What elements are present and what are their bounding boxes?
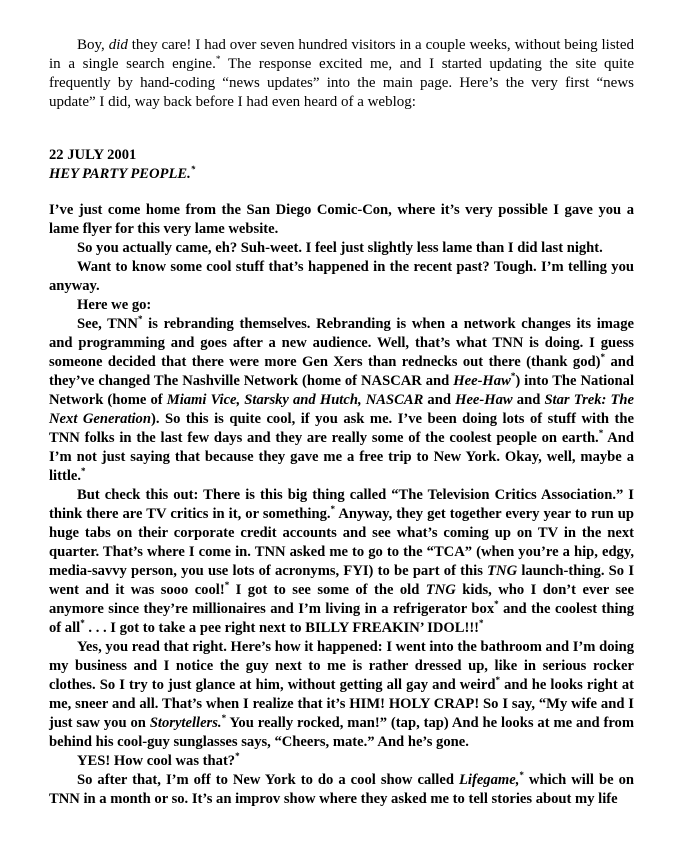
entry-paragraph: YES! How cool was that?* [77,751,240,769]
entry-paragraph: So after that, I’m off to New York to do a cool show called Lifegame,* which will be on TNN in a month or so. It’s an improv show where they asked me to tell stories about my life [49,770,634,807]
blog-entry [49,146,634,809]
entry-paragraph: But check this out: There is this big thing called “The Television Critics Association.” I think there are TV critics in it, or something.* Anyway, they get together every year to run up huge tabs on their corporate credit accounts and see what’s coming up on TV in the next quarter. That’s where I come in. TNN asked me to go to the “TCA” (when you’re a hip, edgy, media-savvy person, you use lots of acronyms, FYI) to be part of this TNG launch-thing. So I went and it was sooo cool!* I got to see some of the old TNG kids, who I don’t ever see anymore since they’re millionaires and I’m living in a refrigerator box* and the coolest thing of all* . . . I got to take a pee right next to BILLY FREAKIN’ IDOL!!!* [49,487,635,636]
entry-paragraph: So you actually came, eh? Suh-weet. I feel just slightly less lame than I did last night. [77,240,603,256]
entry-paragraph: Want to know some cool stuff that’s happened in the recent past? Tough. I’m telling you anyway. [49,259,634,294]
entry-paragraph: I’ve just come home from the San Diego Comic-Con, where it’s very possible I gave you a lame flyer for this very lame website. [49,202,634,237]
entry-paragraph: Here we go: [77,297,152,313]
entry-title: HEY PARTY PEOPLE.* [49,164,196,182]
entry-body [49,201,634,809]
entry-paragraph: Yes, you read that right. Here’s how it happened: I went into the bathroom and I’m doing my business and I notice the guy next to me is rather dressed up, like in serious rocker clothes. So I try to just glance at him, without getting all gay and weird* and he looks right at me, sneer and all. That’s when I realize that it’s HIM! HOLY CRAP! So I say, “My wife and I just saw you on Storytellers.* You really rocked, man!” (tap, tap) And he looks at me and from behind his cool-guy sunglasses says, “Cheers, mate.” And he’s gone. [49,639,634,750]
entry-date: 22 JULY 2001 [49,147,137,163]
entry-paragraph: See, TNN* is rebranding themselves. Rebranding is when a network changes its image and programming and goes after a new audience. Well, that’s what TNN is doing. I guess someone decided that there were more Gen Xers than rednecks out there (thank god)* and they’ve changed The Nashville Network (home of NASCAR and Hee-Haw*) into The National Network (home of Miami Vice, Starsky and Hutch, NASCAR and Hee-Haw and Star Trek: The Next Generation). So this is quite cool, if you ask me. I’ve been doing lots of stuff with the TNN folks in the last few days and they are really some of the coolest people on earth.* And I’m not just saying that because they gave me a free trip to New York. Okay, well, maybe a little.* [49,314,635,484]
intro-paragraph: Boy, did they care! I had over seven hundred visitors in a couple weeks, without being listed in a single search engine.* The response excited me, and I started updating the site quite frequently by hand-coding “news updates” into the main page. Here’s the very first “news update” I did, way back before I had even heard of a weblog: [49,37,635,110]
